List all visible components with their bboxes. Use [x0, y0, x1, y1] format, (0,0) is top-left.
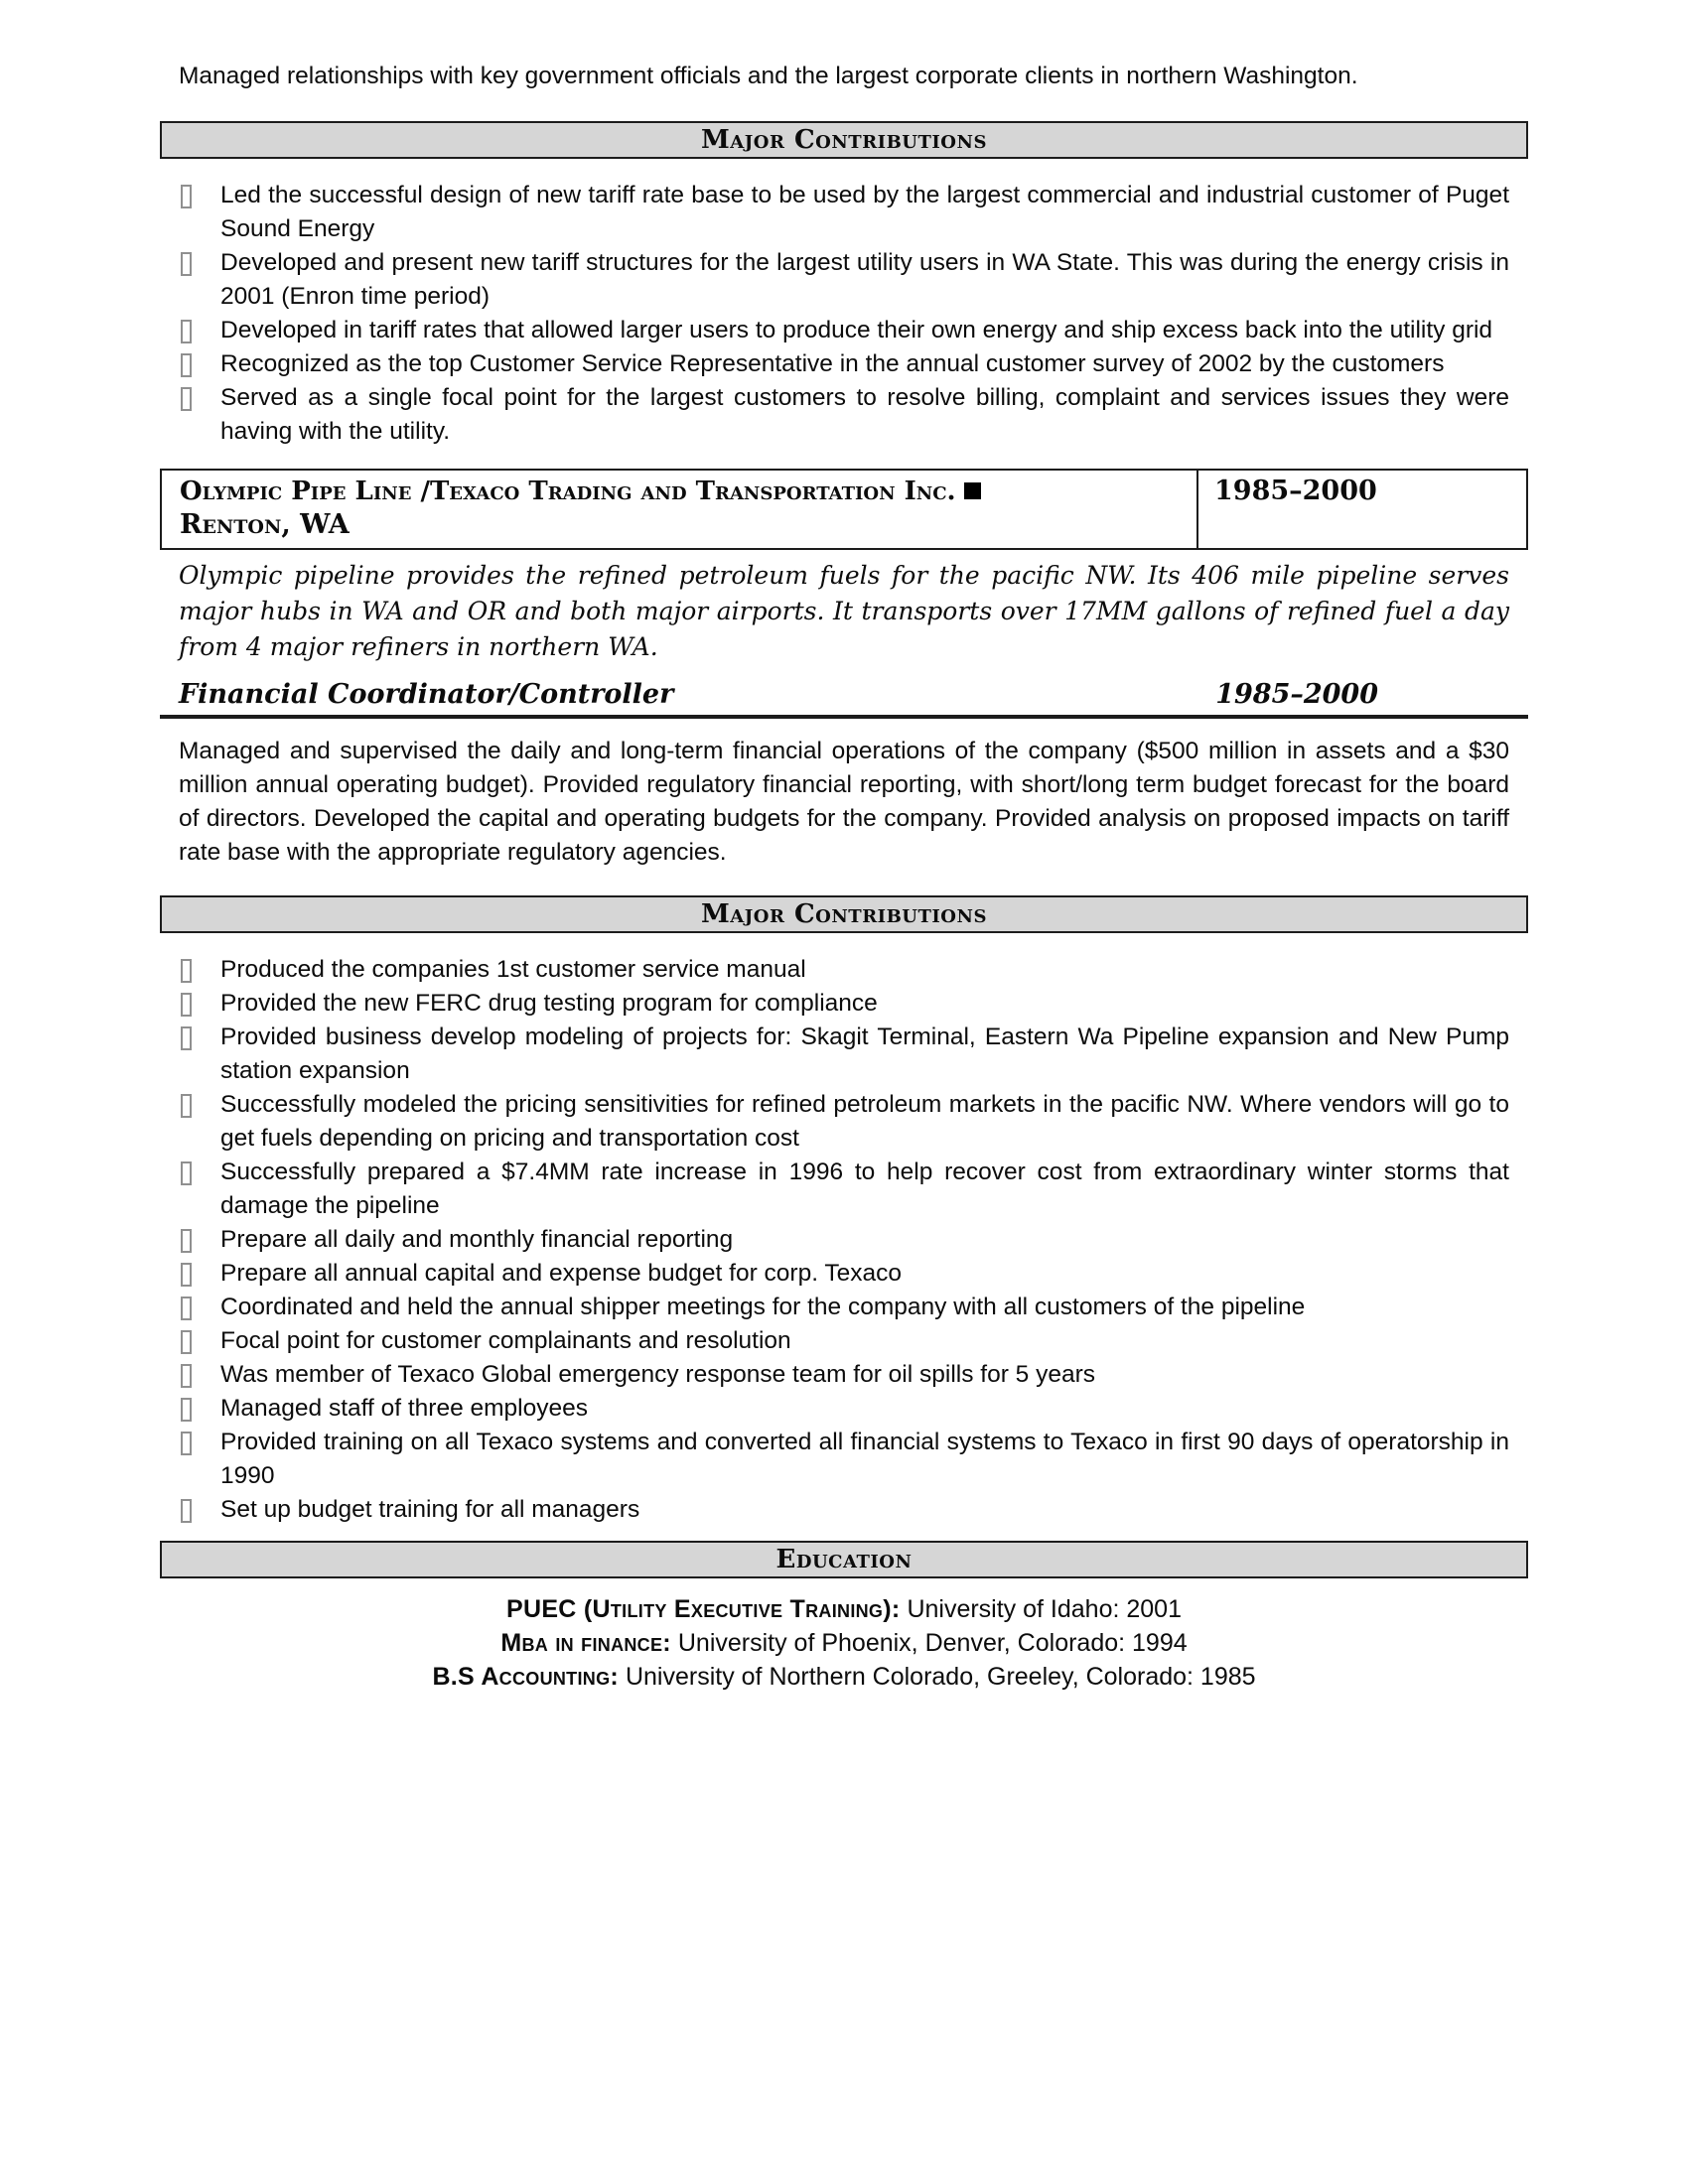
list-item: [179, 1088, 1509, 1156]
missing-glyph-bullet-icon: [181, 1499, 192, 1523]
list-item: [179, 381, 1509, 449]
list-item-text: Served as a single focal point for the largest customers to resolve billing, complaint and services issues they were having with the utility.: [220, 384, 1509, 445]
employer-dates-cell: [1198, 471, 1526, 548]
section-header-title: Major Contributions: [701, 125, 987, 155]
employer-name: [180, 475, 1181, 508]
employer-name-cell: [162, 471, 1198, 548]
education-entry-label: B.S Accounting:: [432, 1663, 620, 1691]
list-item-text: Produced the companies 1st customer service manual: [220, 956, 806, 983]
section-header-title: Major Contributions: [701, 899, 987, 929]
missing-glyph-bullet-icon: [181, 1297, 192, 1320]
education-entry-text: University of Idaho: 2001: [907, 1595, 1182, 1623]
missing-glyph-bullet-icon: [181, 1229, 192, 1253]
role-summary-paragraph: Managed and supervised the daily and long-term financial operations of the company ($500 million in assets and a $30 million annual operating budget). Provided regulatory financial reporting, with short/long term budget forecast for the board of directors. Developed the capital and operating budgets for the company. Provided analysis on proposed impacts on tariff rate base with the appropriate regulatory agencies.: [179, 738, 1509, 866]
list-item: [179, 179, 1509, 246]
section-header-education: [160, 1541, 1528, 1578]
list-item-text: Prepare all annual capital and expense budget for corp. Texaco: [220, 1260, 903, 1287]
list-item: [179, 1358, 1509, 1392]
list-item: [179, 1021, 1509, 1088]
missing-glyph-bullet-icon: [181, 1398, 192, 1422]
list-item: [179, 1156, 1509, 1223]
missing-glyph-bullet-icon: [181, 252, 192, 276]
list-item: [179, 246, 1509, 314]
education-entry-label: PUEC (Utility Executive Training):: [506, 1595, 901, 1623]
education-entry-label: Mba in finance:: [500, 1629, 671, 1657]
employer-name-text: Olympic Pipe Line /Texaco Trading and Transportation Inc.: [180, 477, 956, 506]
education-entry-text: University of Northern Colorado, Greeley, Colorado: 1985: [625, 1663, 1256, 1691]
missing-glyph-bullet-icon: [181, 1330, 192, 1354]
missing-glyph-bullet-icon: [181, 320, 192, 343]
list-item: [179, 347, 1509, 381]
list-item-text: Provided business develop modeling of projects for: Skagit Terminal, Eastern Wa Pipeline expansion and New Pump station expansion: [220, 1024, 1509, 1084]
list-item-text: Managed staff of three employees: [220, 1395, 589, 1422]
list-item-text: Prepare all daily and monthly financial reporting: [220, 1226, 734, 1253]
missing-glyph-bullet-icon: [181, 1026, 192, 1050]
employer-location: Renton, WA: [180, 509, 350, 540]
missing-glyph-bullet-icon: [181, 1432, 192, 1455]
missing-glyph-bullet-icon: [181, 959, 192, 983]
list-item-text: Developed and present new tariff structures for the largest utility users in WA State. This was during the energy crisis in 2001 (Enron time period): [220, 249, 1509, 310]
list-item-text: Successfully prepared a $7.4MM rate increase in 1996 to help recover cost from extraordinary winter storms that damage the pipeline: [220, 1159, 1509, 1219]
missing-glyph-bullet-icon: [181, 993, 192, 1017]
list-item-text: Provided training on all Texaco systems and converted all financial systems to Texaco in first 90 days of operatorship in 1990: [220, 1429, 1509, 1489]
list-item: [179, 1324, 1509, 1358]
list-item-text: Led the successful design of new tariff rate base to be used by the largest commercial and industrial customer of Puget Sound Energy: [220, 182, 1509, 242]
section-header-title: Education: [775, 1545, 913, 1574]
list-item: [179, 953, 1509, 987]
section-header-major-contributions-2: [160, 895, 1528, 933]
role-row: [179, 677, 1509, 713]
missing-glyph-bullet-icon: [181, 1364, 192, 1388]
list-item-text: Successfully modeled the pricing sensitivities for refined petroleum markets in the pacific NW. Where vendors will go to get fuels depending on pricing and transportation cost: [220, 1091, 1509, 1152]
missing-glyph-bullet-icon: [181, 353, 192, 377]
missing-glyph-bullet-icon: [181, 1094, 192, 1118]
education-entry: [179, 1660, 1509, 1694]
horizontal-rule: [160, 715, 1528, 719]
employer-header-table: [160, 469, 1528, 550]
role-dates: 1985–2000: [1215, 679, 1378, 710]
missing-glyph-bullet-icon: [181, 1161, 192, 1185]
list-item-text: Recognized as the top Customer Service Representative in the annual customer survey of 2002 by the customers: [220, 350, 1445, 377]
education-entry-text: University of Phoenix, Denver, Colorado: 1994: [677, 1629, 1188, 1657]
list-item: [179, 1392, 1509, 1426]
list-item: [179, 1426, 1509, 1493]
education-section: [179, 1592, 1509, 1694]
list-item-text: Set up budget training for all managers: [220, 1496, 640, 1523]
missing-glyph-bullet-icon: [181, 1263, 192, 1287]
black-square-icon: [964, 482, 981, 499]
list-item: [179, 1291, 1509, 1324]
missing-glyph-bullet-icon: [181, 387, 192, 411]
section-header-major-contributions-1: [160, 121, 1528, 159]
employer-dates: 1985–2000: [1214, 476, 1377, 506]
list-item: [179, 1223, 1509, 1257]
list-item: [179, 987, 1509, 1021]
employer-description: Olympic pipeline provides the refined petroleum fuels for the pacific NW. Its 406 mile pipeline serves major hubs in WA and OR and both major airports. It transports over 17MM gallons of refined fuel a day from 4 major refiners in northern WA.: [179, 561, 1509, 661]
list-item-text: Was member of Texaco Global emergency response team for oil spills for 5 years: [220, 1361, 1096, 1388]
major-contributions-list-1: [179, 179, 1509, 449]
list-item: [179, 1493, 1509, 1527]
intro-paragraph: Managed relationships with key government officials and the largest corporate clients in northern Washington.: [179, 63, 1358, 89]
missing-glyph-bullet-icon: [181, 185, 192, 208]
list-item-text: Developed in tariff rates that allowed larger users to produce their own energy and ship excess back into the utility grid: [220, 317, 1493, 343]
list-item-text: Focal point for customer complainants and resolution: [220, 1327, 791, 1354]
list-item-text: Provided the new FERC drug testing program for compliance: [220, 990, 878, 1017]
list-item: [179, 314, 1509, 347]
role-title: Financial Coordinator/Controller: [179, 679, 674, 710]
education-entry: [179, 1592, 1509, 1626]
list-item: [179, 1257, 1509, 1291]
education-entry: [179, 1626, 1509, 1660]
list-item-text: Coordinated and held the annual shipper meetings for the company with all customers of the pipeline: [220, 1294, 1306, 1320]
major-contributions-list-2: [179, 953, 1509, 1527]
